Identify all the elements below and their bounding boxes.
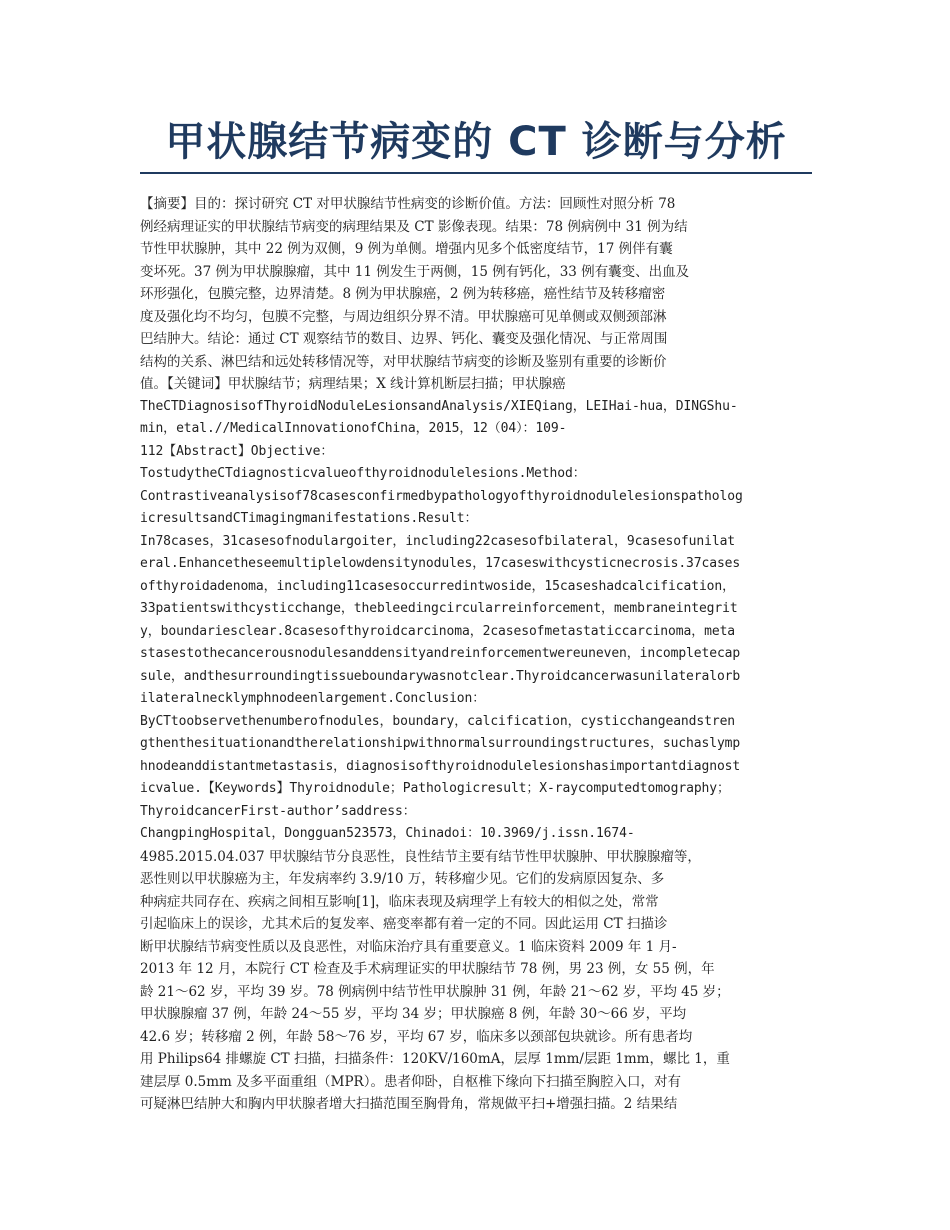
body-line: 用 Philips64 排螺旋 CT 扫描，扫描条件：120KV/160mA，层厚 1mm/层距 1mm，螺比 1，重 <box>140 1051 730 1067</box>
body-line: 引起临床上的误诊，尤其术后的复发率、癌变率都有着一定的不同。因此运用 CT 扫描诊 <box>140 916 668 932</box>
body-line: 龄 21～62 岁，平均 39 岁。78 例病例中结节性甲状腺肿 31 例，年龄 21～62 岁，平均 45 岁； <box>140 983 730 1000</box>
document-body <box>140 193 812 1116</box>
body-line: hnodeanddistantmetastasis，diagnosisofthyroidnodulelesionshasimportantdiagnost <box>140 758 741 774</box>
body-line: TostudytheCTdiagnosticvalueofthyroidnodulelesions.Method： <box>140 466 586 481</box>
body-line: ThyroidcancerFirst-author’saddress： <box>140 803 416 819</box>
body-line: 建层厚 0.5mm 及多平面重组（MPR）。患者仰卧，自枢椎下缘向下扫描至胸腔入口，对有 <box>140 1073 681 1090</box>
body-line: min，etal.//MedicalInnovationofChina，2015，12（04）：109- <box>140 421 567 436</box>
title-divider <box>140 172 812 174</box>
body-line: 结构的关系、淋巴结和远处转移情况等，对甲状腺结节病变的诊断及鉴别有重要的诊断价 <box>140 353 667 370</box>
body-line: ByCTtoobservethenumberofnodules，boundary，calcification，cysticchangeandstren <box>140 713 736 729</box>
body-line: 断甲状腺结节病变性质以及良恶性，对临床治疗具有重要意义。1 临床资料 2009 年 1 月- <box>140 938 677 955</box>
body-line: 变坏死。37 例为甲状腺腺瘤，其中 11 例发生于两侧，15 例有钙化，33 例有囊变、出血及 <box>140 263 690 280</box>
body-line: 【摘要】目的：探讨研究 CT 对甲状腺结节性病变的诊断价值。方法：回顾性对照分析 78 <box>140 196 676 212</box>
body-line: gthenthesituationandtherelationshipwithnormalsurroundingstructures，suchaslymp <box>140 736 741 751</box>
body-line: y，boundariesclear.8casesofthyroidcarcinoma，2casesofmetastaticcarcinoma，meta <box>140 623 736 639</box>
body-line: sule，andthesurroundingtissueboundarywasnotclear.Thyroidcancerwasunilateralorb <box>140 668 741 684</box>
body-line: 2013 年 12 月，本院行 CT 检查及手术病理证实的甲状腺结节 78 例，男 23 例，女 55 例，年 <box>140 961 715 977</box>
body-line: icvalue.【Keywords】Thyroidnodule；Pathologicresult；X-raycomputedtomography； <box>140 781 730 796</box>
body-line: stasestothecancerousnodulesanddensityandreinforcementwereuneven，incompletecap <box>140 646 741 661</box>
body-line: In78cases，31casesofnodulargoiter，including22casesofbilateral，9casesofunilat <box>140 533 736 549</box>
body-line: 节性甲状腺肿，其中 22 例为双侧，9 例为单侧。增强内见多个低密度结节，17 例伴有囊 <box>140 241 673 257</box>
body-line: 巴结肿大。结论：通过 CT 观察结节的数目、边界、钙化、囊变及强化情况、与正常周围 <box>140 331 668 347</box>
body-line: 例经病理证实的甲状腺结节病变的病理结果及 CT 影像表现。结果：78 例病例中 31 例为结 <box>140 218 688 235</box>
body-line: 度及强化均不均匀，包膜不完整，与周边组织分界不清。甲状腺癌可见单侧或双侧颈部淋 <box>140 308 667 325</box>
body-line: 值。【关键词】甲状腺结节；病理结果；X 线计算机断层扫描；甲状腺癌 <box>140 376 566 392</box>
body-line: eral.Enhancetheseemultiplelowdensitynodules，17caseswithcysticnecrosis.37cases <box>140 556 741 571</box>
body-line: 4985.2015.04.037 甲状腺结节分良恶性，良性结节主要有结节性甲状腺肿、甲状腺腺瘤等， <box>140 848 701 865</box>
body-line: ofthyroidadenoma，including11casesoccurredintwoside，15caseshadcalcification， <box>140 578 736 594</box>
body-line: Contrastiveanalysisof78casesconfirmedbypathologyofthyroidnodulelesionspatholog <box>140 488 743 504</box>
body-line: 种病症共同存在、疾病之间相互影响[1]，临床表现及病理学上有较大的相似之处，常常 <box>140 893 659 910</box>
document-title: 甲状腺结节病变的 CT 诊断与分析 <box>165 119 787 165</box>
body-line: 环形强化，包膜完整，边界清楚。8 例为甲状腺癌，2 例为转移癌，癌性结节及转移瘤密 <box>140 286 666 302</box>
body-line: ilateralnecklymphnodeenlargement.Conclusion： <box>140 691 486 706</box>
body-line: TheCTDiagnosisofThyroidNoduleLesionsandAnalysis/XIEQiang，LEIHai-hua，DINGShu- <box>140 398 738 414</box>
body-line: 112【Abstract】Objective： <box>140 443 334 459</box>
body-line: 甲状腺腺瘤 37 例，年龄 24～55 岁，平均 34 岁；甲状腺癌 8 例，年龄 30～66 岁，平均 <box>140 1006 687 1022</box>
body-line: 恶性则以甲状腺癌为主，年发病率约 3.9/10 万，转移瘤少见。它们的发病原因复杂、多 <box>140 871 665 887</box>
body-line: 可疑淋巴结肿大和胸内甲状腺者增大扫描范围至胸骨角，常规做平扫+增强扫描。2 结果结 <box>140 1096 678 1112</box>
body-line: 42.6 岁；转移瘤 2 例，年龄 58～76 岁，平均 67 岁，临床多以颈部包块就诊。所有患者均 <box>140 1028 693 1045</box>
body-line: icresultsandCTimagingmanifestations.Result： <box>140 511 478 526</box>
body-line: 33patientswithcysticchange，thebleedingcircularreinforcement，membraneintegrit <box>140 601 738 616</box>
body-line: ChangpingHospital，Dongguan523573，Chinadoi：10.3969/j.issn.1674- <box>140 826 635 841</box>
